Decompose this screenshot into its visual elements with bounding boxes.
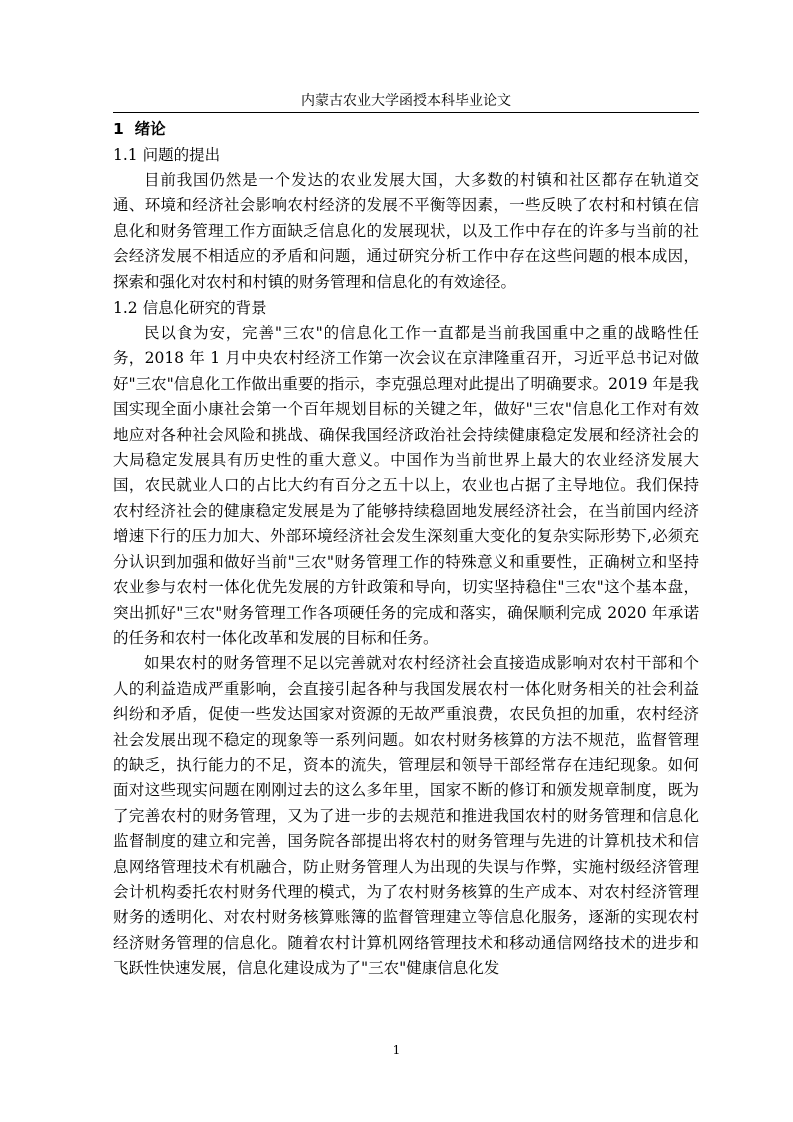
chapter-heading [113,116,699,142]
section-number: 1.1 [113,146,138,164]
chapter-number: 1 [113,120,124,138]
section-number: 1.2 [113,299,138,318]
page-number: 1 [392,1043,401,1057]
section-title: 信息化研究的背景 [142,299,267,318]
paragraph-3: 如果农村的财务管理不足以完善就对农村经济社会直接造成影响对农村干部和个人的利益造成严重影响，会直接引起各种与我国发展农村一体化财务相关的社会利益纠纷和矛盾，促使一些发达国家对资源的无故严重浪费，农民负担的加重，农村经济社会发展出现不稳定的现象等一系列问题。如农村财务核算的方法不规范，监督管理的缺乏，执行能力的不足，资本的流失，管理层和领导干部经常存在违纪现象。如何面对这些现实问题在刚刚过去的这么多年里，国家不断的修订和颁发规章制度，既为了完善农村的财务管理，又为了进一步的去规范和推进我国农村的财务管理和信息化监督制度的建立和完善，国务院各部提出将农村的财务管理与先进的计算机技术和信息网络管理技术有机融合，防止财务管理人为出现的失误与作弊，实施村级经济管理会计机构委托农村财务代理的模式，为了农村财务核算的生产成本、对农村经济管理财务的透明化、对农村财务核算账簿的监督管理建立等信息化服务，逐渐的实现农村经济财务管理的信息化。随着农村计算机网络管理技术和移动通信网络技术的进步和飞跃性快速发展，信息化建设成为了"三农"健康信息化发 [113,654,699,978]
section-title: 问题的提出 [142,146,221,164]
section-heading-1-1 [113,142,699,168]
paragraph-2: 民以食为安，完善"三农"的信息化工作一直都是当前我国重中之重的战略性任务，2018 年 1 月中央农村经济工作第一次会议在京津隆重召开，习近平总书记对做好"三农"信息化工作做出重要的指示，李克强总理对此提出了明确要求。2019 年是我国实现全面小康社会第一个百年规划目标的关键之年，做好"三农"信息化工作对有效地应对各种社会风险和挑战、确保我国经济政治社会持续健康稳定发展和经济社会的大局稳定发展具有历史性的重大意义。中国作为当前世界上最大的农业经济发展大国，农民就业人口的占比大约有百分之五十以上，农业也占据了主导地位。我们保持农村经济社会的健康稳定发展是为了能够持续稳固地发展经济社会，在当前国内经济增速下行的压力加大、外部环境经济社会发生深刻重大变化的复杂实际形势下,必须充分认识到加强和做好当前"三农"财务管理工作的特殊意义和重要性，正确树立和坚持农业参与农村一体化优先发展的方针政策和导向，切实坚持稳住"三农"这个基本盘，突出抓好"三农"财务管理工作各项硬任务的完成和落实，确保顺利完成 2020 年承诺的任务和农村一体化改革和发展的目标和任务。 [113,324,699,647]
section-heading-1-2 [113,295,699,321]
chapter-title: 绪论 [134,120,166,138]
paragraph-1: 目前我国仍然是一个发达的农业发展大国，大多数的村镇和社区都存在轨道交通、环境和经济社会影响农村经济的发展不平衡等因素，一些反映了农村和村镇在信息化和财务管理工作方面缺乏信息化的发展现状，以及工作中存在的许多与当前的社会经济发展不相适应的矛盾和问题，通过研究分析工作中存在这些问题的根本成因，探索和强化对农村和村镇的财务管理和信息化的有效途径。 [113,171,699,291]
body-content [113,116,699,982]
header-divider [113,112,699,113]
running-header: 内蒙古农业大学函授本科毕业论文 [301,93,511,109]
